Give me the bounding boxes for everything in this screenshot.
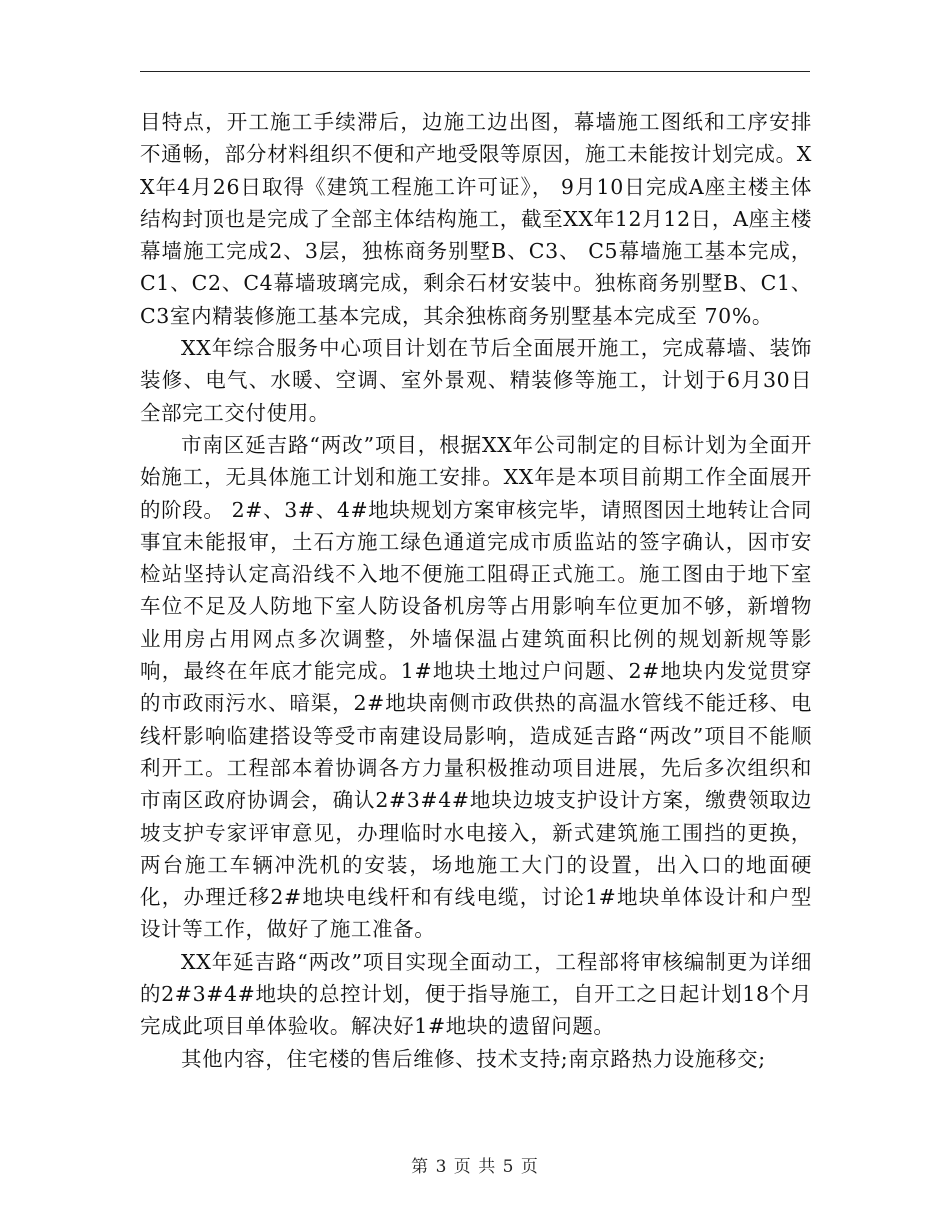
paragraph-continued: 目特点，开工施工手续滞后，边施工边出图，幕墙施工图纸和工序安排不通畅，部分材料组织不便和产地受限等原因，施工未能按计划完成。XX年4月26日取得《建筑工程施工许可证》， 9月10日完成A座主楼主体结构封顶也是完成了全部主体结构施工，截至XX年12月12日，A座主楼幕墙施工完成2、3层，独栋商务别墅B、C3、 C5幕墙施工基本完成，C1、C2、C4幕墙玻璃完成，剩余石材安装中。独栋商务别墅B、C1、C3室内精装修施工基本完成，其余独栋商务别墅基本完成至 70%。 xyxy=(140,110,812,328)
paragraph-yanji-road-project: 市南区延吉路“两改”项目，根据XX年公司制定的目标计划为全面开始施工，无具体施工计划和施工安排。XX年是本项目前期工作全面展开的阶段。 2#、3#、4#地块规划方案审核完毕，请照图因土地转让合同事宜未能报审，土石方施工绿色通道完成市质监站的签字确认，因市安检站坚持认定高沿线不入地不便施工阻碍正式施工。施工图由于地下室车位不足及人防地下室人防设备机房等占用影响车位更加不够，新增物业用房占用网点多次调整，外墙保温占建筑面积比例的规划新规等影响，最终在年底才能完成。1#地块土地过户问题、2#地块内发觉贯穿的市政雨污水、暗渠，2#地块南侧市政供热的高温水管线不能迁移、电线杆影响临建搭设等受市南建设局影响，造成延吉路“两改”项目不能顺利开工。工程部本着协调各方力量积极推动项目进展，先后多次组织和市南区政府协调会，确认2#3#4#地块边坡支护设计方案，缴费领取边坡支护专家评审意见，办理临时水电接入，新式建筑施工围挡的更换，两台施工车辆冲洗机的安装，场地施工大门的设置，出入口的地面硬化，办理迁移2#地块电线杆和有线电缆，讨论1#地块单体设计和户型设计等工作，做好了施工准备。 xyxy=(140,432,812,942)
document-body xyxy=(140,106,812,1075)
paragraph-other-content: 其他内容，住宅楼的售后维修、技术支持;南京路热力设施移交; xyxy=(181,1046,766,1071)
header-rule xyxy=(140,71,810,72)
page-number-footer: 第 3 页 共 5 页 xyxy=(411,1157,539,1177)
paragraph-service-center-plan: XX年综合服务中心项目计划在节后全面展开施工，完成幕墙、装饰装修、电气、水暖、空调、室外景观、精装修等施工，计划于6月30日全部完工交付使用。 xyxy=(140,336,812,425)
paragraph-yanji-road-plan: XX年延吉路“两改”项目实现全面动工，工程部将审核编制更为详细的2#3#4#地块的总控计划，便于指导施工，自开工之日起计划18个月完成此项目单体验收。解决好1#地块的遗留问题。 xyxy=(140,949,812,1039)
